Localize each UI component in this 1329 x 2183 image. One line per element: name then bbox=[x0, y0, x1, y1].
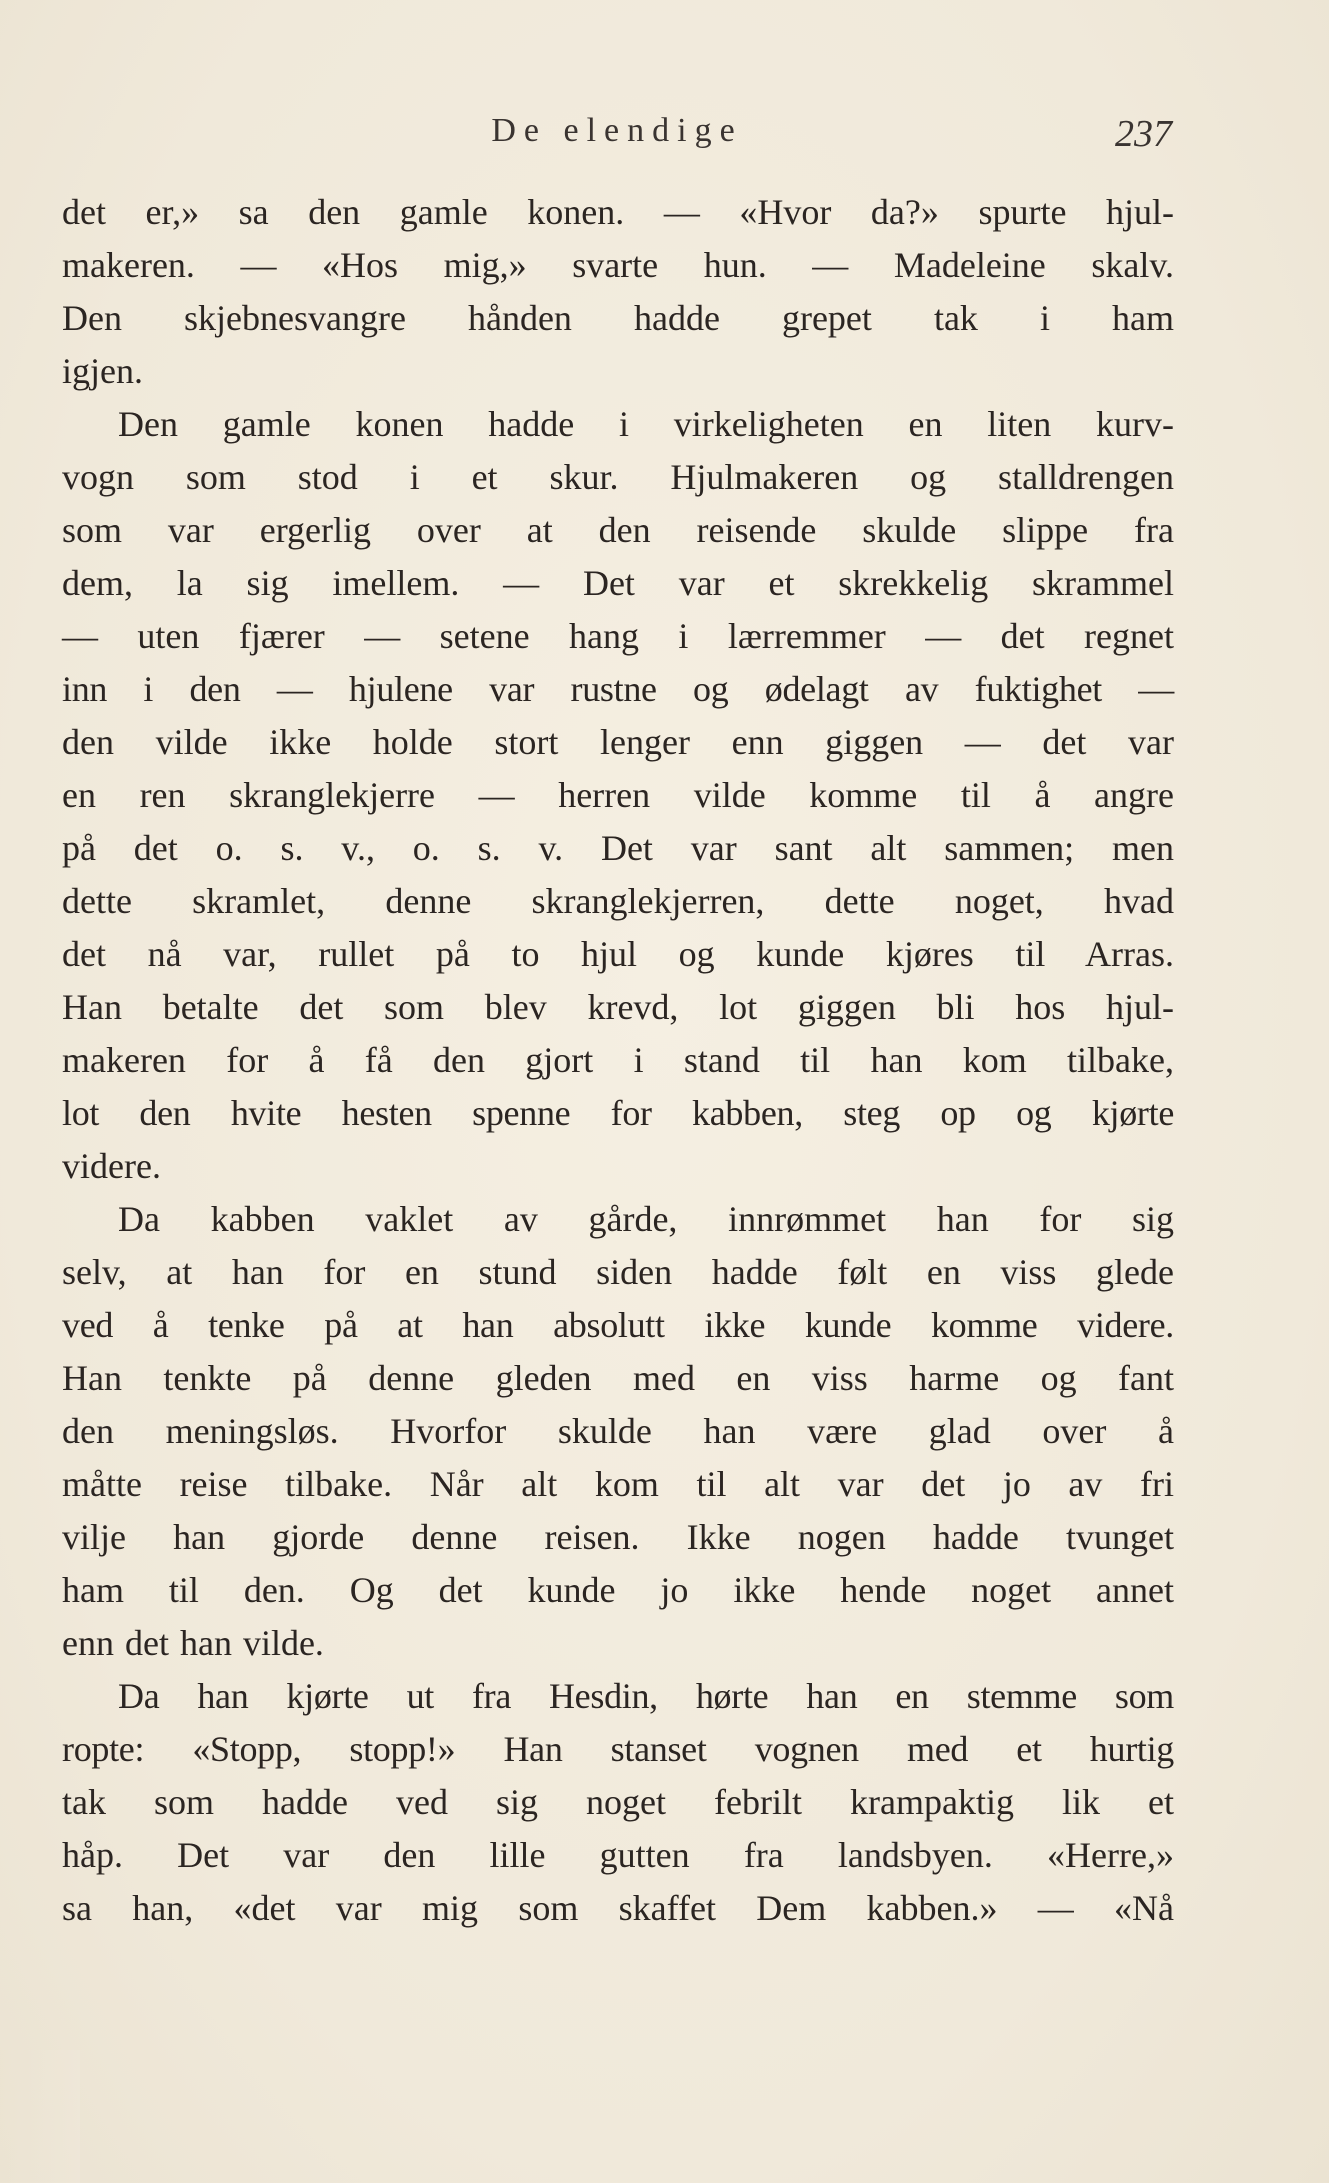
text-line: Den skjebnesvangre hånden hadde grepet tak i ham bbox=[62, 298, 1174, 338]
text-line: videre. bbox=[62, 1146, 161, 1186]
text-line: Da han kjørte ut fra Hesdin, hørte han en stemme som bbox=[118, 1676, 1174, 1716]
text-line: ropte: «Stopp, stopp!» Han stanset vognen med et hurtig bbox=[62, 1729, 1174, 1769]
text-line: inn i den — hjulene var rustne og ødelagt av fuktighet — bbox=[62, 669, 1174, 709]
text-line: ham til den. Og det kunde jo ikke hende noget annet bbox=[62, 1570, 1174, 1610]
text-line: enn det han vilde. bbox=[62, 1623, 324, 1663]
running-title: De elendige bbox=[491, 112, 743, 149]
text-line: måtte reise tilbake. Når alt kom til alt var det jo av fri bbox=[62, 1464, 1174, 1504]
text-line: tak som hadde ved sig noget febrilt krampaktig lik et bbox=[62, 1782, 1174, 1822]
text-line: dem, la sig imellem. — Det var et skrekkelig skrammel bbox=[62, 563, 1174, 603]
text-line: Han tenkte på denne gleden med en viss harme og fant bbox=[62, 1358, 1174, 1398]
text-line: som var ergerlig over at den reisende skulde slippe fra bbox=[62, 510, 1174, 550]
text-line: vilje han gjorde denne reisen. Ikke nogen hadde tvunget bbox=[62, 1517, 1174, 1557]
text-line: Han betalte det som blev krevd, lot giggen bli hos hjul- bbox=[62, 987, 1174, 1027]
page-header bbox=[62, 112, 1172, 162]
page-edge-shadow bbox=[0, 2050, 80, 2183]
text-line: dette skramlet, denne skranglekjerren, dette noget, hvad bbox=[62, 881, 1174, 921]
text-line: sa han, «det var mig som skaffet Dem kabben.» — «Nå bbox=[62, 1888, 1174, 1928]
text-line: en ren skranglekjerre — herren vilde komme til å angre bbox=[62, 775, 1174, 815]
text-line: makeren. — «Hos mig,» svarte hun. — Madeleine skalv. bbox=[62, 245, 1174, 285]
text-line: selv, at han for en stund siden hadde følt en viss glede bbox=[62, 1252, 1174, 1292]
text-line: ved å tenke på at han absolutt ikke kunde komme videre. bbox=[62, 1305, 1174, 1345]
text-line: det nå var, rullet på to hjul og kunde kjøres til Arras. bbox=[62, 934, 1174, 974]
text-line: den vilde ikke holde stort lenger enn giggen — det var bbox=[62, 722, 1174, 762]
text-line: igjen. bbox=[62, 351, 143, 391]
text-line: — uten fjærer — setene hang i lærremmer — det regnet bbox=[62, 616, 1174, 656]
body-text bbox=[62, 186, 1174, 1935]
text-line: håp. Det var den lille gutten fra landsbyen. «Herre,» bbox=[62, 1835, 1174, 1875]
text-line: den meningsløs. Hvorfor skulde han være glad over å bbox=[62, 1411, 1174, 1451]
text-line: vogn som stod i et skur. Hjulmakeren og stalldrengen bbox=[62, 457, 1174, 497]
text-line: lot den hvite hesten spenne for kabben, steg op og kjørte bbox=[62, 1093, 1174, 1133]
page-number: 237 bbox=[1115, 113, 1172, 155]
text-line: på det o. s. v., o. s. v. Det var sant alt sammen; men bbox=[62, 828, 1174, 868]
text-line: Den gamle konen hadde i virkeligheten en liten kurv- bbox=[118, 404, 1174, 444]
text-line: Da kabben vaklet av gårde, innrømmet han for sig bbox=[118, 1199, 1174, 1239]
text-line: det er,» sa den gamle konen. — «Hvor da?» spurte hjul- bbox=[62, 192, 1174, 232]
text-line: makeren for å få den gjort i stand til han kom tilbake, bbox=[62, 1040, 1174, 1080]
